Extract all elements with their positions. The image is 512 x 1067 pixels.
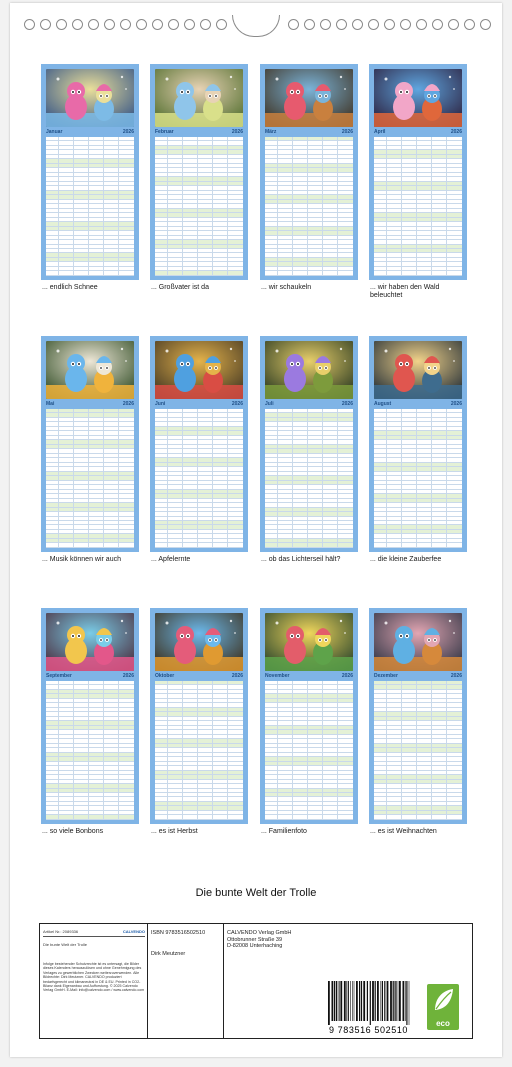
planner-column-divider — [337, 681, 338, 820]
barcode-icon — [326, 981, 411, 1025]
planner-column-divider — [73, 137, 74, 276]
planner-column-divider — [277, 137, 278, 276]
binding-ring-icon — [72, 19, 83, 30]
barcode-bar — [409, 981, 410, 1025]
planner-column-divider — [103, 409, 104, 548]
binding-ring-icon — [432, 19, 443, 30]
month-year: 2026 — [341, 401, 353, 407]
month-caption: ... Apfelernte — [151, 556, 191, 563]
planner-column-divider — [337, 137, 338, 276]
planner-row — [265, 815, 353, 819]
planner-column-divider — [227, 681, 228, 820]
month-header — [155, 672, 243, 680]
planner-column-divider — [212, 137, 213, 276]
barcode-bar — [387, 981, 389, 1021]
month-photo — [46, 613, 134, 671]
planner-grid — [374, 409, 462, 548]
binding-ring-icon — [24, 19, 35, 30]
calendar-title: Die bunte Welt der Trolle — [195, 887, 317, 899]
month-caption: ... so viele Bonbons — [42, 828, 104, 835]
month-header — [265, 128, 353, 136]
month-year: 2026 — [450, 129, 462, 135]
month-year: 2026 — [122, 401, 134, 407]
month-caption: ... die kleine Zauberfee — [370, 556, 442, 563]
month-page-11 — [260, 608, 358, 824]
barcode-bar — [399, 981, 401, 1021]
barcode-bar — [328, 981, 330, 1025]
month-page-2 — [150, 64, 248, 280]
barcode-bar — [377, 981, 379, 1021]
binding-ring-icon — [288, 19, 299, 30]
barcode-bar — [339, 981, 340, 1021]
planner-grid — [46, 137, 134, 276]
month-header — [265, 400, 353, 408]
barcode-bar — [381, 981, 382, 1021]
isbn-text: ISBN 9783516502510 — [151, 930, 206, 936]
planner-column-divider — [73, 409, 74, 548]
planner-row — [374, 271, 462, 275]
month-photo — [155, 69, 243, 127]
planner-column-divider — [182, 409, 183, 548]
planner-column-divider — [431, 409, 432, 548]
month-name: April — [374, 129, 386, 135]
hanger-hook-icon — [232, 15, 280, 37]
barcode-bar — [390, 981, 392, 1021]
planner-column-divider — [307, 137, 308, 276]
calendar-sheet — [10, 3, 502, 1057]
month-photo — [265, 341, 353, 399]
eco-label-icon — [427, 984, 459, 1030]
planner-row — [374, 543, 462, 547]
month-name: August — [374, 401, 392, 407]
planner-row — [155, 271, 243, 275]
barcode-bar — [398, 981, 399, 1021]
footer-isbn-panel — [148, 924, 224, 1038]
barcode-bar — [340, 981, 342, 1021]
barcode-bar — [336, 981, 337, 1021]
month-caption: ... wir schaukeln — [261, 284, 312, 291]
barcode-number: 9 783516 502510 — [328, 1025, 409, 1035]
month-year: 2026 — [341, 129, 353, 135]
planner-column-divider — [337, 409, 338, 548]
barcode-bar — [338, 981, 339, 1021]
binding-ring-icon — [368, 19, 379, 30]
month-caption: ... ob das Lichterseil hält? — [261, 556, 341, 563]
planner-column-divider — [103, 137, 104, 276]
barcode-bar — [367, 981, 368, 1021]
planner-column-divider — [118, 681, 119, 820]
barcode-bar — [403, 981, 405, 1021]
planner-grid — [374, 137, 462, 276]
binding-ring-icon — [56, 19, 67, 30]
month-header — [374, 400, 462, 408]
binding-ring-icon — [104, 19, 115, 30]
article-row — [43, 927, 145, 937]
binding-ring-icon — [200, 19, 211, 30]
month-page-7 — [260, 336, 358, 552]
publisher-address — [227, 930, 291, 950]
month-year: 2026 — [231, 401, 243, 407]
spiral-binding — [10, 15, 502, 35]
planner-grid — [46, 409, 134, 548]
barcode-bar — [359, 981, 360, 1021]
month-photo — [374, 69, 462, 127]
planner-row — [46, 815, 134, 819]
binding-ring-icon — [384, 19, 395, 30]
binding-ring-icon — [152, 19, 163, 30]
planner-column-divider — [182, 681, 183, 820]
month-header — [46, 672, 134, 680]
planner-column-divider — [446, 681, 447, 820]
planner-column-divider — [322, 137, 323, 276]
planner-column-divider — [401, 409, 402, 548]
barcode-bar — [346, 981, 347, 1021]
planner-column-divider — [197, 409, 198, 548]
planner-column-divider — [88, 681, 89, 820]
month-page-3 — [260, 64, 358, 280]
planner-column-divider — [227, 409, 228, 548]
planner-column-divider — [322, 409, 323, 548]
month-caption: ... Familienfoto — [261, 828, 307, 835]
binding-ring-icon — [120, 19, 131, 30]
planner-column-divider — [416, 681, 417, 820]
month-page-1 — [41, 64, 139, 280]
footer-left-panel — [40, 924, 148, 1038]
month-caption: ... Musik können wir auch — [42, 556, 121, 563]
month-name: Juli — [265, 401, 274, 407]
planner-column-divider — [197, 137, 198, 276]
planner-column-divider — [401, 137, 402, 276]
planner-column-divider — [386, 409, 387, 548]
barcode-bar — [354, 981, 355, 1021]
leaf-icon — [427, 984, 459, 1018]
barcode-bar — [384, 981, 385, 1021]
barcode-bar — [375, 981, 376, 1021]
month-name: September — [46, 673, 72, 679]
month-header — [155, 400, 243, 408]
month-photo — [155, 613, 243, 671]
binding-ring-icon — [216, 19, 227, 30]
month-year: 2026 — [450, 401, 462, 407]
month-name: Januar — [46, 129, 63, 135]
planner-column-divider — [197, 681, 198, 820]
barcode-bar — [396, 981, 397, 1021]
month-caption: ... Großvater ist da — [151, 284, 209, 291]
planner-row — [155, 815, 243, 819]
barcode-bar — [356, 981, 358, 1021]
month-photo — [46, 69, 134, 127]
publisher-name: CALVENDO Verlag GmbH — [227, 930, 292, 936]
planner-row — [46, 271, 134, 275]
planner-column-divider — [431, 137, 432, 276]
planner-column-divider — [88, 409, 89, 548]
month-year: 2026 — [231, 673, 243, 679]
month-photo — [265, 613, 353, 671]
planner-grid — [374, 681, 462, 820]
planner-grid — [46, 681, 134, 820]
planner-grid — [155, 409, 243, 548]
month-photo — [46, 341, 134, 399]
barcode-bar — [405, 981, 406, 1021]
barcode-bar — [372, 981, 374, 1021]
month-page-6 — [150, 336, 248, 552]
planner-column-divider — [307, 409, 308, 548]
month-year: 2026 — [122, 129, 134, 135]
binding-ring-icon — [304, 19, 315, 30]
month-name: Oktober — [155, 673, 175, 679]
binding-ring-icon — [448, 19, 459, 30]
month-header — [155, 128, 243, 136]
month-page-9 — [41, 608, 139, 824]
planner-column-divider — [88, 137, 89, 276]
planner-column-divider — [292, 409, 293, 548]
barcode-bar — [332, 981, 334, 1021]
month-page-10 — [150, 608, 248, 824]
month-name: Juni — [155, 401, 166, 407]
legal-notice: Infolge bestehender Schutzrechte ist es untersagt, die Bilder dieses Kalenders herauszulösen und ohne Genehmigung des Verlages zu gewerblichen Zwecken weiterzuverwenden. Alle Bildrechte: Dirk Meutzner. CALVENDO produziert bedarfsgerecht und klimaneutral in DE & EU. Printed in CO2-Bilanz dank Eigenanbau und Aufforstung. © 2025 Calvendo Verlag GmbH. E-Mail: info@calvendo.com / www.calvendo.com — [43, 962, 145, 993]
publisher-street: Ottobrunner Straße 39 — [227, 936, 283, 943]
calvendo-logo: CALVENDO — [122, 929, 145, 934]
barcode-bar — [344, 981, 346, 1021]
barcode-bar — [395, 981, 396, 1021]
barcode-bar — [350, 981, 351, 1021]
planner-row — [155, 543, 243, 547]
binding-ring-icon — [168, 19, 179, 30]
footer-small-title: Die bunte Welt der Trolle — [43, 942, 87, 947]
planner-column-divider — [292, 137, 293, 276]
binding-ring-icon — [416, 19, 427, 30]
month-page-12 — [369, 608, 467, 824]
planner-column-divider — [277, 681, 278, 820]
month-header — [374, 128, 462, 136]
planner-column-divider — [277, 409, 278, 548]
planner-column-divider — [167, 137, 168, 276]
barcode-bar — [361, 981, 362, 1021]
planner-column-divider — [118, 137, 119, 276]
month-name: Februar — [155, 129, 174, 135]
binding-ring-icon — [40, 19, 51, 30]
planner-row — [265, 271, 353, 275]
planner-column-divider — [386, 137, 387, 276]
barcode-bar — [334, 981, 335, 1021]
planner-grid — [155, 681, 243, 820]
month-year: 2026 — [341, 673, 353, 679]
month-caption: ... wir haben den Wald beleuchtet — [370, 284, 440, 299]
month-year: 2026 — [450, 673, 462, 679]
month-year: 2026 — [231, 129, 243, 135]
planner-grid — [265, 409, 353, 548]
article-number: Artikel Nr.: 2089336 — [43, 929, 79, 934]
planner-column-divider — [446, 409, 447, 548]
month-caption: ... endlich Schnee — [42, 284, 98, 291]
planner-column-divider — [182, 137, 183, 276]
product-footer — [39, 923, 473, 1039]
planner-column-divider — [167, 681, 168, 820]
month-year: 2026 — [122, 673, 134, 679]
binding-ring-icon — [480, 19, 491, 30]
barcode-bar — [363, 981, 365, 1021]
planner-column-divider — [118, 409, 119, 548]
eco-label-text: eco — [436, 1019, 450, 1028]
month-page-5 — [41, 336, 139, 552]
binding-ring-icon — [184, 19, 195, 30]
binding-ring-icon — [136, 19, 147, 30]
planner-column-divider — [386, 681, 387, 820]
month-header — [265, 672, 353, 680]
barcode-bar — [393, 981, 394, 1021]
month-caption: ... es ist Weihnachten — [370, 828, 437, 835]
planner-column-divider — [307, 681, 308, 820]
planner-column-divider — [322, 681, 323, 820]
month-page-8 — [369, 336, 467, 552]
planner-row — [265, 543, 353, 547]
planner-column-divider — [416, 409, 417, 548]
planner-column-divider — [73, 681, 74, 820]
planner-column-divider — [446, 137, 447, 276]
month-photo — [374, 613, 462, 671]
planner-row — [374, 815, 462, 819]
month-header — [374, 672, 462, 680]
barcode-bar — [348, 981, 349, 1021]
binding-ring-icon — [336, 19, 347, 30]
month-name: November — [265, 673, 290, 679]
planner-grid — [265, 137, 353, 276]
planner-column-divider — [416, 137, 417, 276]
planner-column-divider — [431, 681, 432, 820]
month-header — [46, 128, 134, 136]
author-name: Dirk Meutzner — [151, 951, 186, 957]
month-header — [46, 400, 134, 408]
planner-column-divider — [58, 137, 59, 276]
month-photo — [265, 69, 353, 127]
month-caption: ... es ist Herbst — [151, 828, 198, 835]
binding-ring-icon — [352, 19, 363, 30]
binding-ring-icon — [320, 19, 331, 30]
planner-column-divider — [212, 409, 213, 548]
planner-column-divider — [401, 681, 402, 820]
month-photo — [155, 341, 243, 399]
publisher-city: D-82008 Unterhaching — [227, 943, 283, 949]
planner-column-divider — [212, 681, 213, 820]
barcode-bar — [370, 981, 371, 1025]
binding-ring-icon — [464, 19, 475, 30]
planner-grid — [265, 681, 353, 820]
month-name: März — [265, 129, 277, 135]
planner-grid — [155, 137, 243, 276]
planner-column-divider — [167, 409, 168, 548]
planner-row — [46, 543, 134, 547]
month-name: Mai — [46, 401, 55, 407]
planner-column-divider — [58, 681, 59, 820]
planner-column-divider — [227, 137, 228, 276]
planner-column-divider — [292, 681, 293, 820]
barcode-bar — [352, 981, 353, 1021]
planner-column-divider — [103, 681, 104, 820]
planner-column-divider — [58, 409, 59, 548]
barcode-bar — [406, 981, 407, 1025]
binding-ring-icon — [88, 19, 99, 30]
month-photo — [374, 341, 462, 399]
month-page-4 — [369, 64, 467, 280]
month-name: Dezember — [374, 673, 398, 679]
barcode-bar — [382, 981, 383, 1021]
binding-ring-icon — [400, 19, 411, 30]
